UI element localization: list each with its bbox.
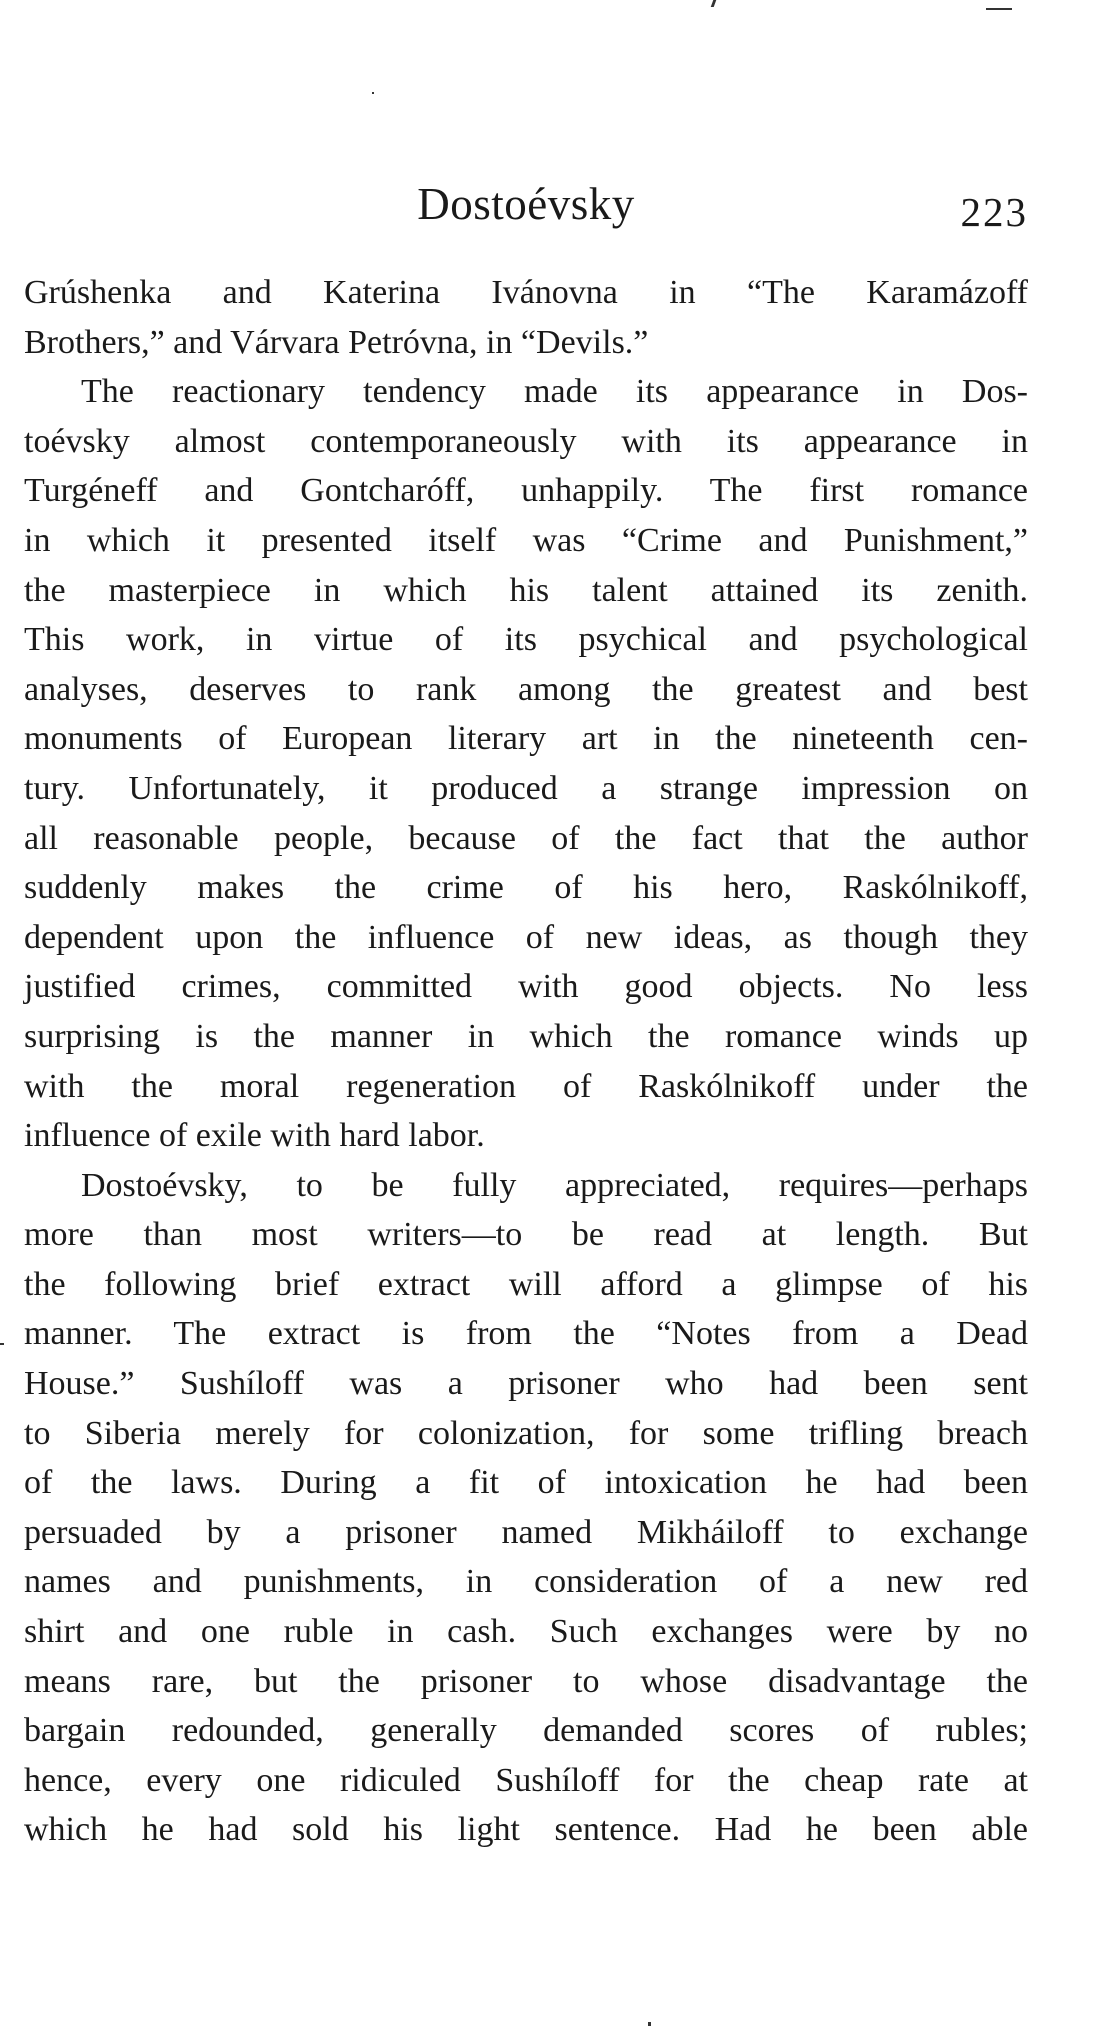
text-line: monuments of European literary art in the nineteenth cen- (24, 720, 1028, 758)
text-line: manner. The extract is from the “Notes from a Dead (24, 1315, 1028, 1353)
text-line: means rare, but the prisoner to whose disadvantage the (24, 1662, 1028, 1700)
text-line: the following brief extract will afford a glimpse of his (24, 1265, 1028, 1303)
scan-speck (372, 92, 374, 94)
text-line: Grúshenka and Katerina Ivánovna in “The Karamázoff (24, 274, 1028, 311)
text-line: hence, every one ridiculed Sushíloff for the cheap rate at (24, 1761, 1028, 1799)
text-line: This work, in virtue of its psychical and psychological (24, 621, 1028, 659)
text-line: surprising is the manner in which the romance winds up (24, 1017, 1028, 1055)
text-line: shirt and one ruble in cash. Such exchanges were by no (24, 1613, 1028, 1651)
text-line: names and punishments, in consideration of a new red (24, 1563, 1028, 1601)
text-line: The reactionary tendency made its appearance in Dos- (81, 373, 1028, 411)
text-line: in which it presented itself was “Crime and Punishment,” (24, 521, 1028, 559)
text-line: suddenly makes the crime of his hero, Raskólnikoff, (24, 869, 1028, 907)
text-line: with the moral regeneration of Raskólnikoff under the (24, 1067, 1028, 1105)
text-line: to Siberia merely for colonization, for some trifling breach (24, 1414, 1028, 1452)
text-line: House.” Sushíloff was a prisoner who had been sent (24, 1365, 1028, 1403)
text-line: persuaded by a prisoner named Mikháiloff to exchange (24, 1513, 1028, 1551)
text-line: of the laws. During a fit of intoxication he had been (24, 1464, 1028, 1502)
text-line: Brothers,” and Várvara Petróvna, in “Devils.” (24, 323, 649, 361)
text-line: tury. Unfortunately, it produced a strange impression on (24, 769, 1028, 807)
text-line: Turgéneff and Gontcharóff, unhappily. The first romance (24, 472, 1028, 510)
text-line: justified crimes, committed with good objects. No less (24, 968, 1028, 1006)
text-line: Dostoévsky, to be fully appreciated, requires—perhaps (81, 1166, 1028, 1204)
text-line: which he had sold his light sentence. Had he been able (24, 1811, 1028, 1849)
text-line: all reasonable people, because of the fact that the author (24, 819, 1028, 857)
text-line: bargain redounded, generally demanded scores of rubles; (24, 1712, 1028, 1750)
scan-speck (648, 2022, 651, 2026)
text-line: analyses, deserves to rank among the greatest and best (24, 670, 1028, 708)
scan-speck (711, 0, 717, 7)
running-title: Dostoévsky (417, 179, 635, 229)
text-line: dependent upon the influence of new ideas, as though they (24, 918, 1028, 956)
text-line: the masterpiece in which his talent attained its zenith. (24, 571, 1028, 609)
body-text (24, 268, 1028, 1855)
text-line: more than most writers—to be read at length. But (24, 1216, 1028, 1254)
page-number: 223 (960, 189, 1028, 235)
text-line: influence of exile with hard labor. (24, 1117, 485, 1155)
scan-speck (986, 8, 1012, 10)
running-head (24, 178, 1028, 238)
text-line: toévsky almost contemporaneously with its appearance in (24, 422, 1028, 460)
scan-speck (0, 1343, 4, 1345)
